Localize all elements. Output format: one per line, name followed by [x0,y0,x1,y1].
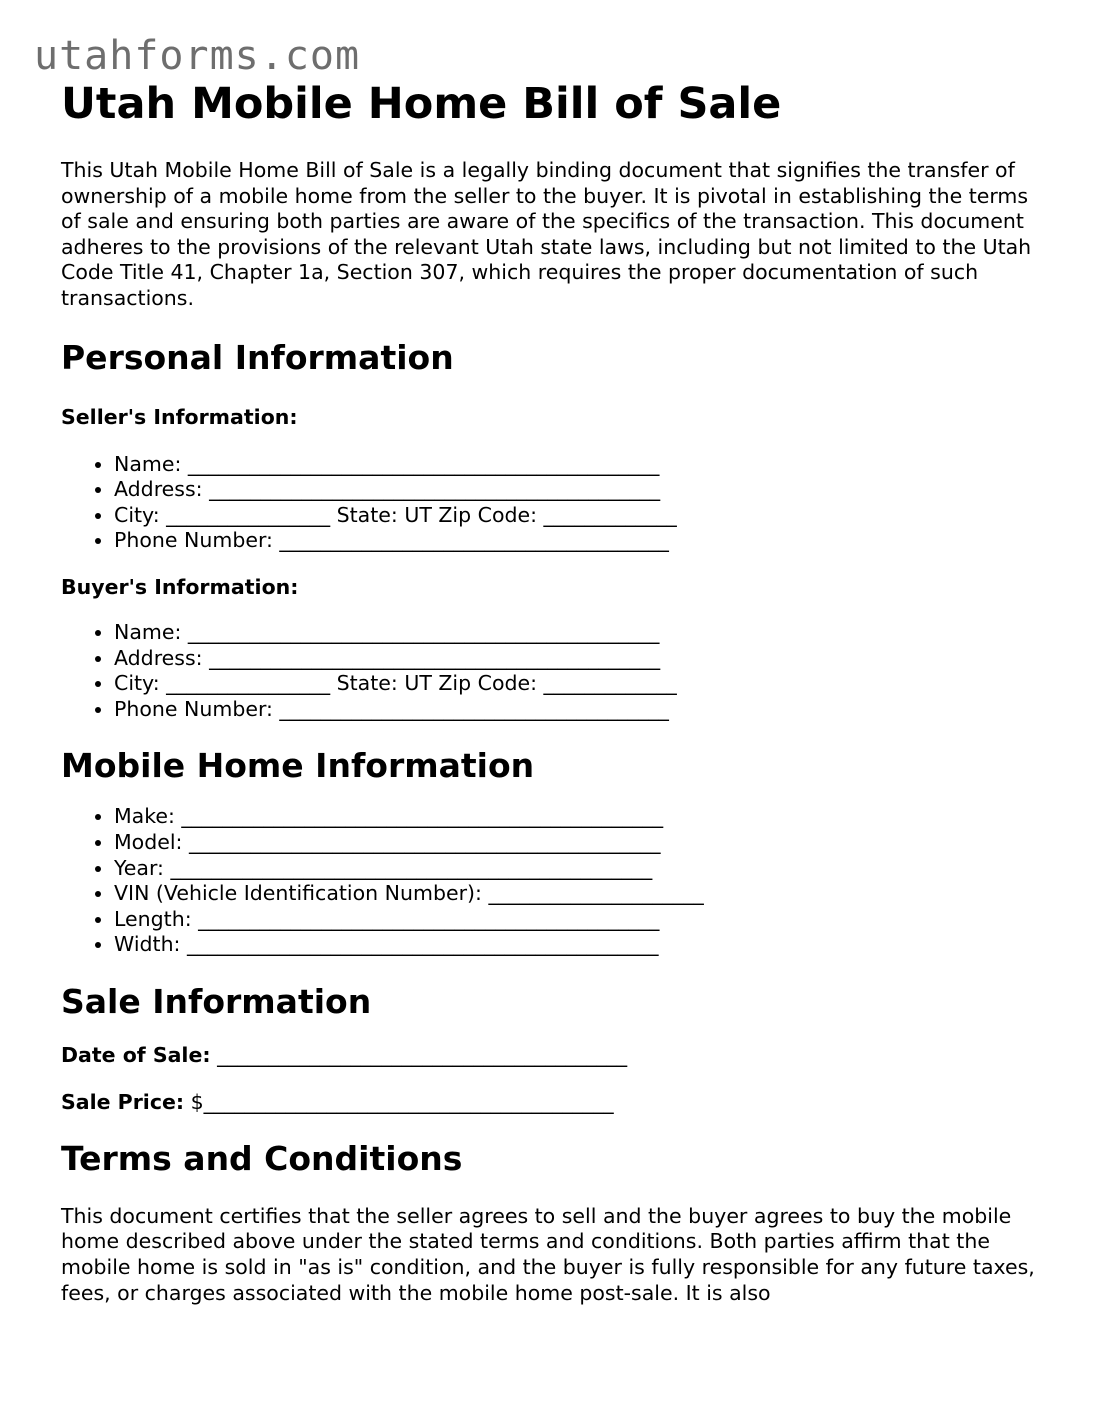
intro-paragraph: This Utah Mobile Home Bill of Sale is a legally binding document that signifies the transfer of ownership of a mobile home from the seller to the buyer. It is pivotal in establishing the terms of sale and ensuring both parties are aware of the specifics of the transaction. This document adheres to the provisions of the relevant Utah state laws, including but not limited to the Utah Code Title 41, Chapter 1a, Section 307, which requires the proper documentation of such transactions. [61,158,1032,310]
buyer-fields-list [61,620,1051,722]
seller-name-field[interactable]: • Name: ______________________________________________ [114,452,1051,478]
mobile-home-information-heading: Mobile Home Information [61,746,535,786]
seller-phone-field[interactable]: • Phone Number: ______________________________________ [114,528,1051,554]
year-field[interactable]: • Year: _______________________________________________ [114,856,1051,882]
sale-information-heading: Sale Information [61,981,372,1021]
date-of-sale-blank[interactable]: ________________________________________ [210,1042,628,1067]
document-page [61,78,1051,1306]
seller-city-state-zip-field[interactable]: • City: ________________ State: UT Zip Code: _____________ [114,503,1051,529]
seller-fields-list [61,452,1051,554]
seller-address-field[interactable]: • Address: ____________________________________________ [114,477,1051,503]
make-field[interactable]: • Make: _______________________________________________ [114,804,1051,830]
date-of-sale-label: Date of Sale: [61,1042,211,1067]
terms-paragraph: This document certifies that the seller agrees to sell and the buyer agrees to buy the mobile home described above under the stated terms and conditions. Both parties affirm that the mobile home is sold in "as is" condition, and the buyer is fully responsible for any future taxes, fees, or charges associated with the mobile home post-sale. It is also [61,1203,1035,1305]
buyer-information-heading: Buyer's Information: [61,574,299,599]
buyer-phone-field[interactable]: • Phone Number: ______________________________________ [114,697,1051,723]
sale-price-label: Sale Price: [61,1089,185,1114]
terms-and-conditions-heading: Terms and Conditions [61,1138,463,1178]
sale-price-field[interactable] [61,1089,1051,1115]
buyer-name-field[interactable]: • Name: ______________________________________________ [114,620,1051,646]
document-title: Utah Mobile Home Bill of Sale [61,79,782,129]
buyer-city-state-zip-field[interactable]: • City: ________________ State: UT Zip Code: _____________ [114,671,1051,697]
buyer-address-field[interactable]: • Address: ____________________________________________ [114,646,1051,672]
seller-information-heading: Seller's Information: [61,404,298,429]
mobile-home-fields-list [61,804,1051,958]
personal-information-heading: Personal Information [61,337,454,377]
model-field[interactable]: • Model: ______________________________________________ [114,830,1051,856]
length-field[interactable]: • Length: _____________________________________________ [114,907,1051,933]
sale-price-blank[interactable]: $________________________________________ [184,1089,614,1114]
vin-field[interactable]: • VIN (Vehicle Identification Number): _____________________ [114,881,1051,907]
width-field[interactable]: • Width: ______________________________________________ [114,932,1051,958]
site-watermark: utahforms.com [34,33,361,79]
date-of-sale-field[interactable] [61,1042,1051,1068]
